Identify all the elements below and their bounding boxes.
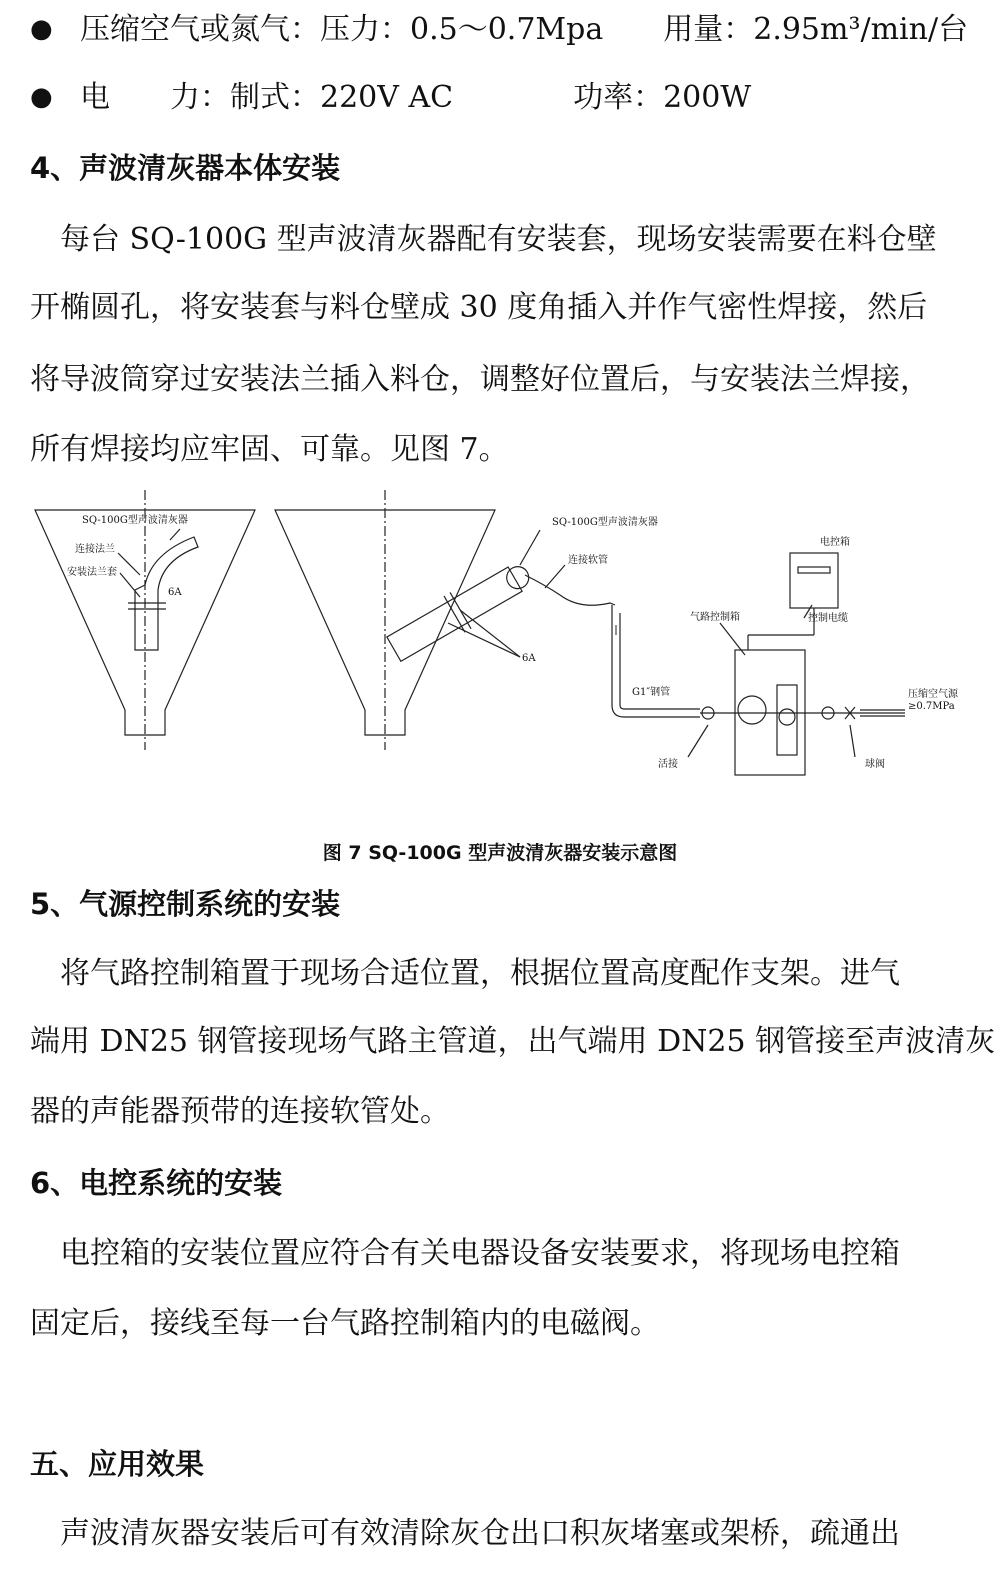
label-union: 活接: [658, 759, 678, 770]
label-flange-connect: 连接法兰: [75, 544, 115, 555]
paragraph-line: 电控箱的安装位置应符合有关电器设备安装要求，将现场电控箱: [30, 1236, 900, 1271]
label-pipe: G1″钢管: [632, 687, 671, 698]
bullet-dot-icon: ●: [30, 82, 53, 112]
chapter-heading: 五、应用效果: [30, 1447, 205, 1481]
label-air-pressure: ≥0.7MPa: [908, 701, 955, 712]
bullet-text: 压缩空气或氮气：压力：0.5～0.7Mpa 用量：2.95m³/min/台: [80, 12, 969, 47]
paragraph-line: 开椭圆孔，将安装套与料仓壁成 30 度角插入并作气密性焊接，然后: [30, 290, 928, 325]
paragraph-line: 端用 DN25 钢管接现场气路主管道，出气端用 DN25 钢管接至声波清灰: [30, 1024, 996, 1059]
figure-caption: 图 7 SQ-100G 型声波清灰器安装示意图: [322, 842, 678, 864]
paragraph-line: 声波清灰器安装后可有效清除灰仓出口积灰堵塞或架桥，疏通出: [30, 1516, 900, 1551]
label-cleaner-left: SQ-100G型声波清灰器: [82, 515, 188, 526]
label-gas-box: 气路控制箱: [690, 612, 740, 623]
bullet-dot-icon: ●: [30, 14, 53, 44]
paragraph-line: 将气路控制箱置于现场合适位置，根据位置高度配作支架。进气: [30, 956, 900, 991]
label-control-box: 电控箱: [820, 537, 850, 548]
bullet-text: 电 力：制式：220V AC 功率：200W: [80, 80, 752, 115]
paragraph-line: 将导波筒穿过安装法兰插入料仓，调整好位置后，与安装法兰焊接，: [30, 362, 930, 397]
label-angle-left: 6A: [168, 587, 182, 598]
label-cable: 控制电缆: [808, 613, 848, 624]
section-heading: 5、气源控制系统的安装: [30, 887, 341, 921]
paragraph-line: 每台 SQ-100G 型声波清灰器配有安装套，现场安装需要在料仓壁: [30, 222, 937, 257]
paragraph-line: 固定后，接线至每一台气路控制箱内的电磁阀。: [30, 1306, 660, 1341]
paragraph-line: 所有焊接均应牢固、可靠。见图 7。: [30, 432, 509, 467]
electric-control-box: [790, 553, 838, 608]
label-cleaner-right: SQ-100G型声波清灰器: [552, 517, 658, 528]
steel-pipe: [612, 605, 700, 717]
section-heading: 4、声波清灰器本体安装: [30, 151, 341, 185]
label-flange-mount: 安装法兰套: [67, 567, 117, 578]
installation-diagram: [0, 485, 1000, 815]
label-ball-valve: 球阀: [865, 759, 885, 770]
section-heading: 6、电控系统的安装: [30, 1166, 283, 1200]
label-hose: 连接软管: [568, 555, 608, 566]
hose: [525, 575, 615, 605]
label-air-source: 压缩空气源: [908, 689, 958, 700]
paragraph-line: 器的声能器预带的连接软管处。: [30, 1094, 450, 1129]
label-angle-right: 6A: [522, 653, 536, 664]
